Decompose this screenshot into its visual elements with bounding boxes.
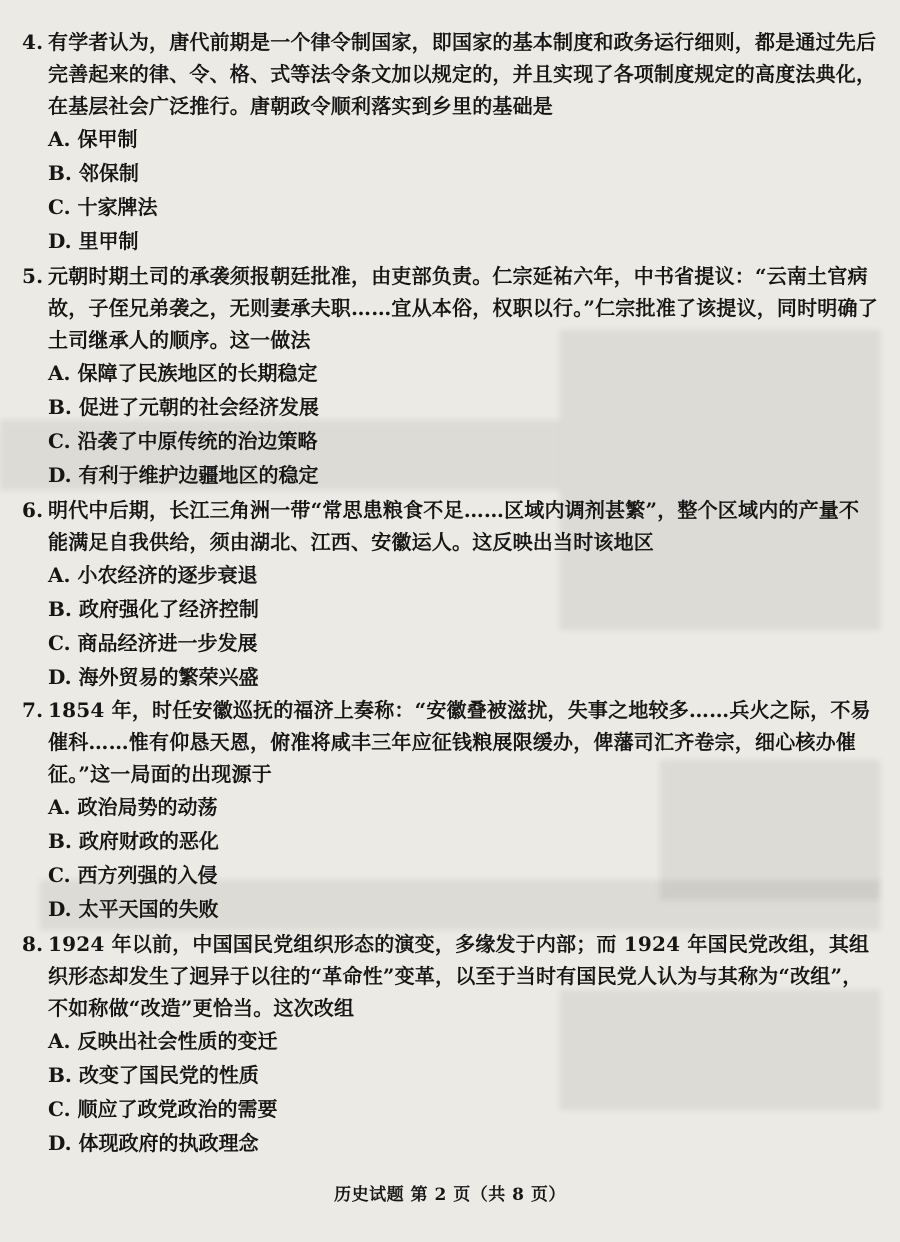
question-4 — [22, 26, 878, 258]
option-b: B. 政府强化了经济控制 — [48, 597, 259, 621]
option-d: D. 体现政府的执政理念 — [48, 1131, 259, 1155]
option-c: C. 沿袭了中原传统的治边策略 — [48, 429, 318, 453]
option-a: A. 小农经济的逐步衰退 — [48, 563, 258, 587]
question-text: 1924 年以前，中国国民党组织形态的演变，多缘发于内部；而 1924 年国民党改组，其组织形态却发生了迥异于以往的“革命性”变革，以至于当时有国民党人认为与其称为“改组”，不如称做“改造”更恰当。这次改组 — [48, 932, 870, 1020]
option-d: D. 太平天国的失败 — [48, 897, 219, 921]
question-5 — [22, 260, 878, 492]
option-b: B. 邻保制 — [48, 161, 139, 185]
option-d: D. 有利于维护边疆地区的稳定 — [48, 463, 319, 487]
option-a: A. 保甲制 — [48, 127, 138, 151]
option-b: B. 促进了元朝的社会经济发展 — [48, 395, 319, 419]
question-stem — [22, 694, 878, 790]
question-number: 5. — [22, 264, 44, 288]
question-8 — [22, 928, 878, 1160]
question-text: 元朝时期土司的承袭须报朝廷批准，由吏部负责。仁宗延祐六年，中书省提议：“云南土官病故，子侄兄弟袭之，无则妻承夫职……宜从本俗，权职以行。”仁宗批准了该提议，同时明确了土司继承人的顺序。这一做法 — [48, 264, 878, 352]
option-a: A. 反映出社会性质的变迁 — [48, 1029, 278, 1053]
question-number: 6. — [22, 498, 44, 522]
option-a: A. 政治局势的动荡 — [48, 795, 218, 819]
question-7 — [22, 694, 878, 926]
option-c: C. 十家牌法 — [48, 195, 158, 219]
question-6 — [22, 494, 878, 694]
question-text: 1854 年，时任安徽巡抚的福济上奏称：“安徽叠被滋扰，失事之地较多……兵火之际，不易催科……惟有仰恳天恩，俯准将咸丰三年应征钱粮展限缓办，俾藩司汇齐卷宗，细心核办催征。”这一局面的出现源于 — [48, 698, 871, 786]
page-footer: 历史试题 第 2 页（共 8 页） — [334, 1185, 566, 1205]
option-d: D. 里甲制 — [48, 229, 139, 253]
question-stem — [22, 260, 878, 356]
option-a: A. 保障了民族地区的长期稳定 — [48, 361, 318, 385]
question-number: 7. — [22, 698, 44, 722]
option-c: C. 顺应了政党政治的需要 — [48, 1097, 278, 1121]
question-stem — [22, 494, 878, 558]
option-b: B. 政府财政的恶化 — [48, 829, 219, 853]
question-number: 8. — [22, 932, 44, 956]
question-stem — [22, 928, 878, 1024]
question-text: 明代中后期，长江三角洲一带“常思患粮食不足……区域内调剂甚繁”，整个区域内的产量不能满足自我供给，须由湖北、江西、安徽运人。这反映出当时该地区 — [48, 498, 860, 554]
option-b: B. 改变了国民党的性质 — [48, 1063, 259, 1087]
option-c: C. 商品经济进一步发展 — [48, 631, 258, 655]
option-d: D. 海外贸易的繁荣兴盛 — [48, 665, 259, 689]
option-c: C. 西方列强的入侵 — [48, 863, 218, 887]
question-text: 有学者认为，唐代前期是一个律令制国家，即国家的基本制度和政务运行细则，都是通过先后完善起来的律、令、格、式等法令条文加以规定的，并且实现了各项制度规定的高度法典化，在基层社会广泛推行。唐朝政令顺利落实到乡里的基础是 — [48, 30, 877, 118]
question-number: 4. — [22, 30, 44, 54]
question-stem — [22, 26, 878, 122]
